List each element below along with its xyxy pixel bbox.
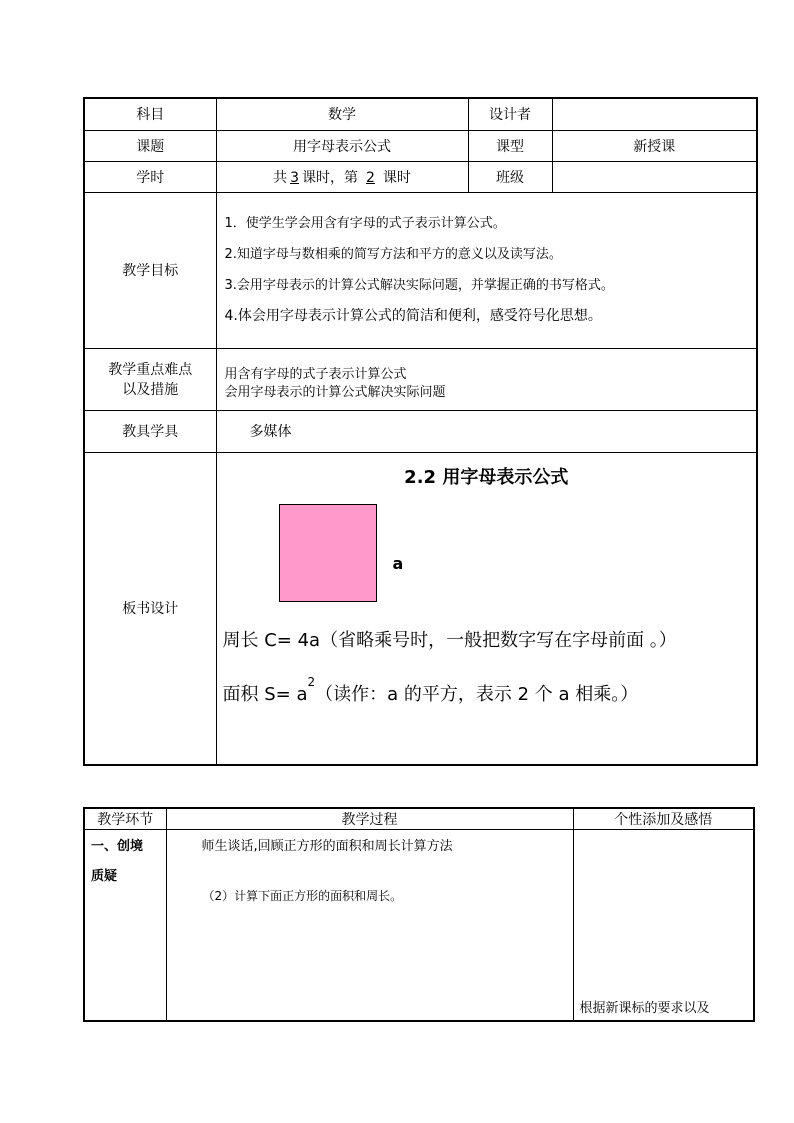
board-label: 板书设计 (84, 452, 216, 765)
process-row (84, 830, 754, 1022)
goal-item: 4.体会用字母表示计算公式的简洁和便利，感受符号化思想。 (224, 308, 602, 324)
col-stage-header: 教学环节 (84, 808, 166, 830)
pink-square (279, 504, 377, 602)
row-keypoints (84, 348, 757, 410)
col-notes-header: 个性添加及感悟 (573, 808, 754, 830)
process-line: （2）计算下面正方形的面积和周长。 (202, 889, 403, 903)
area-formula (223, 675, 639, 706)
teaching-process-table (83, 807, 755, 1022)
designer-value (552, 98, 757, 130)
process-header-row (84, 808, 754, 830)
keypoints-label-line: 以及措施 (122, 382, 179, 398)
goal-item: 1．使学生学会用含有字母的式子表示计算公式。 (224, 216, 506, 231)
row-hours (84, 161, 757, 192)
hours-current: 2 (366, 169, 375, 186)
process-cell (166, 830, 573, 1022)
class-value (552, 161, 757, 192)
keypoints-label (84, 348, 216, 410)
hours-mid: 课时，第 (302, 169, 358, 186)
keypoint-item: 用含有字母的式子表示计算公式 (224, 367, 407, 382)
hours-label: 学时 (84, 161, 216, 192)
process-line: 师生谈话,回顾正方形的面积和周长计算方法 (201, 839, 453, 854)
goal-item: 3.会用字母表示的计算公式解决实际问题，并掌握正确的书写格式。 (224, 278, 614, 293)
hours-value (216, 161, 468, 192)
stage-line: 一、创境 (91, 839, 144, 854)
area-exponent: 2 (307, 674, 316, 689)
row-board (84, 452, 757, 765)
perimeter-formula: 周长 C= 4a（省略乘号时，一般把数字写在字母前面 。） (222, 629, 677, 651)
goal-item: 2.知道字母与数相乘的简写方法和平方的意义以及读写法。 (224, 247, 562, 262)
hours-prefix: 共 (273, 169, 288, 186)
type-value: 新授课 (552, 130, 757, 161)
hours-total: 3 (290, 169, 299, 186)
row-tools (84, 410, 757, 452)
tools-label: 教具学具 (84, 410, 216, 452)
keypoints-label-line: 教学重点难点 (108, 362, 193, 378)
topic-value: 用字母表示公式 (216, 130, 468, 161)
row-topic (84, 130, 757, 161)
side-label: a (392, 553, 404, 573)
stage-cell (84, 830, 166, 1022)
board-canvas (217, 453, 757, 764)
subject-value: 数学 (216, 98, 468, 130)
area-prefix: 面积 S= a (222, 683, 308, 705)
row-goals (84, 192, 757, 348)
class-label: 班级 (468, 161, 552, 192)
type-label: 课型 (468, 130, 552, 161)
board-title: 2.2 用字母表示公式 (404, 466, 569, 488)
topic-label: 课题 (84, 130, 216, 161)
subject-label: 科目 (84, 98, 216, 130)
tools-value: 多媒体 (216, 410, 757, 452)
board-design (216, 452, 757, 765)
goals-list (216, 192, 757, 348)
keypoint-item: 会用字母表示的计算公式解决实际问题 (224, 385, 446, 400)
notes-cell: 根据新课标的要求以及 (573, 830, 754, 1022)
col-process-header: 教学过程 (166, 808, 573, 830)
lesson-info-table (83, 97, 758, 766)
stage-line: 质疑 (91, 869, 118, 884)
area-suffix: （读作：a 的平方，表示 2 个 a 相乘。） (315, 683, 639, 705)
hours-suffix: 课时 (382, 169, 411, 186)
designer-label: 设计者 (468, 98, 552, 130)
goals-label: 教学目标 (84, 192, 216, 348)
row-subject (84, 98, 757, 130)
process-content (167, 830, 573, 1020)
keypoints-list (216, 348, 757, 410)
